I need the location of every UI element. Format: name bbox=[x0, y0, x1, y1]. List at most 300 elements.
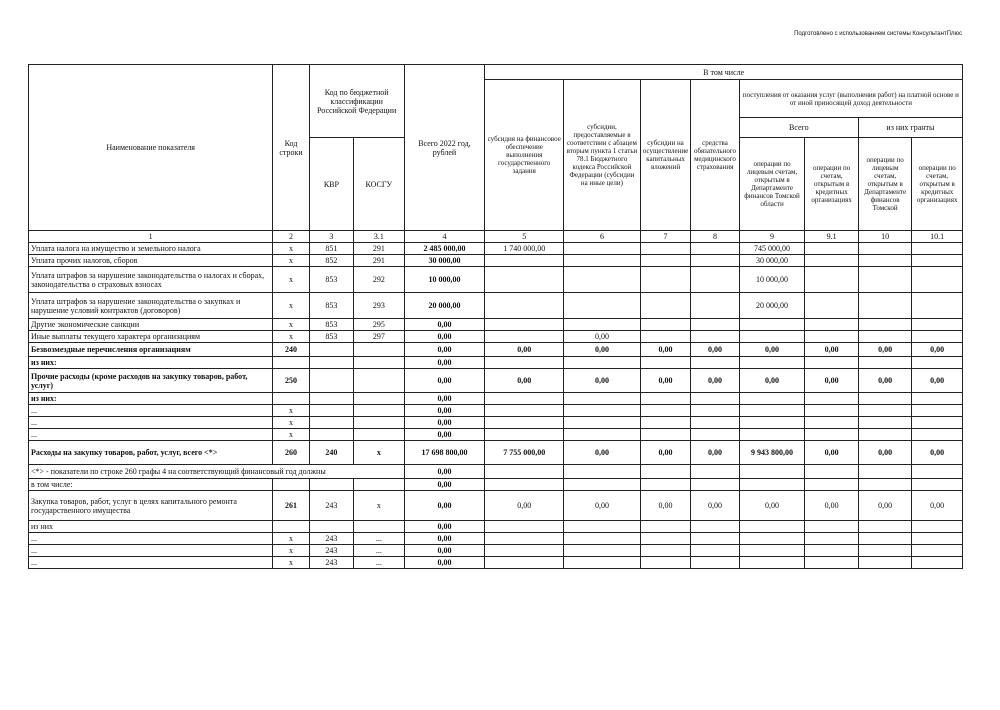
cell-c6 bbox=[564, 255, 641, 267]
cell-c91 bbox=[805, 267, 859, 293]
cell-c6: 0,00 bbox=[564, 369, 641, 393]
cell-c6 bbox=[564, 521, 641, 533]
cell-total: 0,00 bbox=[404, 417, 485, 429]
cell-kosgu bbox=[354, 343, 404, 357]
cell-c6 bbox=[564, 429, 641, 441]
cell-c5 bbox=[485, 357, 564, 369]
cell-c6 bbox=[564, 479, 641, 491]
cell-c6 bbox=[564, 243, 641, 255]
cell-c91 bbox=[805, 293, 859, 319]
cell-c5 bbox=[485, 255, 564, 267]
cell-kvr: 853 bbox=[309, 331, 353, 343]
cell-code: х bbox=[273, 405, 309, 417]
cell-c10 bbox=[858, 405, 912, 417]
cell-c91 bbox=[805, 479, 859, 491]
cell-c7 bbox=[640, 243, 690, 255]
column-number: 9.1 bbox=[805, 231, 859, 243]
column-number: 10.1 bbox=[912, 231, 963, 243]
cell-kosgu: х bbox=[354, 491, 404, 521]
cell-total: 0,00 bbox=[404, 369, 485, 393]
cell-c8 bbox=[691, 293, 739, 319]
row-name: Другие экономические санкции bbox=[29, 319, 273, 331]
header-c91: операции по счетам, открытым в кредитных организациях bbox=[805, 138, 859, 231]
cell-c9: 745 000,00 bbox=[739, 243, 805, 255]
cell-code: х bbox=[273, 331, 309, 343]
row-name: ... bbox=[29, 417, 273, 429]
cell-total: 0,00 bbox=[404, 393, 485, 405]
cell-c5: 7 755 000,00 bbox=[485, 441, 564, 465]
cell-c5 bbox=[485, 479, 564, 491]
cell-code bbox=[273, 357, 309, 369]
cell-total: 0,00 bbox=[404, 533, 485, 545]
empty-cell bbox=[805, 465, 859, 479]
cell-c10: 0,00 bbox=[858, 369, 912, 393]
cell-c7: 0,00 bbox=[640, 491, 690, 521]
cell-code: 261 bbox=[273, 491, 309, 521]
cell-code: х bbox=[273, 267, 309, 293]
cell-c101 bbox=[912, 479, 963, 491]
table-row bbox=[29, 343, 963, 357]
cell-c101 bbox=[912, 357, 963, 369]
cell-c8 bbox=[691, 429, 739, 441]
table-row bbox=[29, 441, 963, 465]
header-name: Наименование показателя bbox=[29, 65, 273, 231]
cell-c8: 0,00 bbox=[691, 491, 739, 521]
table-row bbox=[29, 331, 963, 343]
cell-c9 bbox=[739, 417, 805, 429]
row-name: из них: bbox=[29, 393, 273, 405]
table-row bbox=[29, 357, 963, 369]
cell-c5 bbox=[485, 393, 564, 405]
row-name: <*> - показатели по строке 260 графы 4 на соответствующий финансовый год должны bbox=[29, 465, 405, 479]
cell-kvr bbox=[309, 369, 353, 393]
cell-code: х bbox=[273, 533, 309, 545]
cell-total: 0,00 bbox=[404, 557, 485, 569]
cell-kvr: 853 bbox=[309, 267, 353, 293]
cell-c101 bbox=[912, 267, 963, 293]
cell-code: х bbox=[273, 545, 309, 557]
cell-total: 2 485 000,00 bbox=[404, 243, 485, 255]
cell-code: х bbox=[273, 557, 309, 569]
empty-cell bbox=[858, 465, 912, 479]
cell-c7 bbox=[640, 405, 690, 417]
row-name: Иные выплаты текущего характера организациям bbox=[29, 331, 273, 343]
cell-c7 bbox=[640, 267, 690, 293]
cell-c7 bbox=[640, 545, 690, 557]
header-c8: средства обязательного медицинского страхования bbox=[691, 80, 739, 231]
column-number: 8 bbox=[691, 231, 739, 243]
cell-kvr bbox=[309, 405, 353, 417]
cell-c101 bbox=[912, 319, 963, 331]
table-row bbox=[29, 417, 963, 429]
cell-c5 bbox=[485, 429, 564, 441]
cell-c9: 30 000,00 bbox=[739, 255, 805, 267]
empty-cell bbox=[640, 465, 690, 479]
cell-c8 bbox=[691, 545, 739, 557]
cell-c8: 0,00 bbox=[691, 441, 739, 465]
cell-c9 bbox=[739, 319, 805, 331]
cell-c9 bbox=[739, 331, 805, 343]
cell-c8 bbox=[691, 479, 739, 491]
row-total: 0,00 bbox=[404, 465, 485, 479]
cell-c6 bbox=[564, 545, 641, 557]
cell-c7 bbox=[640, 319, 690, 331]
cell-c10 bbox=[858, 255, 912, 267]
cell-c7 bbox=[640, 533, 690, 545]
cell-c10 bbox=[858, 521, 912, 533]
cell-c6 bbox=[564, 417, 641, 429]
table-row bbox=[29, 369, 963, 393]
cell-total: 0,00 bbox=[404, 429, 485, 441]
table-row bbox=[29, 429, 963, 441]
cell-c91 bbox=[805, 533, 859, 545]
cell-c91 bbox=[805, 521, 859, 533]
empty-cell bbox=[564, 465, 641, 479]
cell-code bbox=[273, 393, 309, 405]
cell-c101 bbox=[912, 557, 963, 569]
cell-code: 240 bbox=[273, 343, 309, 357]
cell-kosgu bbox=[354, 521, 404, 533]
cell-kvr bbox=[309, 429, 353, 441]
cell-total: 20 000,00 bbox=[404, 293, 485, 319]
cell-c8 bbox=[691, 533, 739, 545]
row-name: ... bbox=[29, 429, 273, 441]
column-number: 9 bbox=[739, 231, 805, 243]
cell-c101 bbox=[912, 417, 963, 429]
cell-c6 bbox=[564, 405, 641, 417]
cell-c6: 0,00 bbox=[564, 441, 641, 465]
cell-c10 bbox=[858, 533, 912, 545]
empty-cell bbox=[691, 465, 739, 479]
cell-c9: 0,00 bbox=[739, 343, 805, 357]
cell-c5: 0,00 bbox=[485, 491, 564, 521]
cell-total: 0,00 bbox=[404, 405, 485, 417]
column-number: 3.1 bbox=[354, 231, 404, 243]
cell-c10 bbox=[858, 357, 912, 369]
cell-c8 bbox=[691, 417, 739, 429]
cell-c7: 0,00 bbox=[640, 343, 690, 357]
source-note: Подготовлено с использованием системы КонсультантПлюс bbox=[794, 31, 962, 37]
cell-c91: 0,00 bbox=[805, 369, 859, 393]
cell-c101 bbox=[912, 545, 963, 557]
cell-c6 bbox=[564, 293, 641, 319]
cell-c101 bbox=[912, 533, 963, 545]
cell-c101 bbox=[912, 243, 963, 255]
cell-c7 bbox=[640, 479, 690, 491]
cell-code: х bbox=[273, 417, 309, 429]
cell-code bbox=[273, 479, 309, 491]
cell-c10: 0,00 bbox=[858, 491, 912, 521]
cell-c7 bbox=[640, 331, 690, 343]
cell-c91 bbox=[805, 255, 859, 267]
column-number: 1 bbox=[29, 231, 273, 243]
cell-kosgu bbox=[354, 369, 404, 393]
cell-c91 bbox=[805, 417, 859, 429]
cell-c7: 0,00 bbox=[640, 441, 690, 465]
cell-c5 bbox=[485, 267, 564, 293]
row-name: Уплата прочих налогов, сборов bbox=[29, 255, 273, 267]
cell-c6 bbox=[564, 357, 641, 369]
cell-c6: 0,00 bbox=[564, 331, 641, 343]
cell-c8 bbox=[691, 393, 739, 405]
cell-kvr: 851 bbox=[309, 243, 353, 255]
cell-c5 bbox=[485, 319, 564, 331]
cell-c10 bbox=[858, 417, 912, 429]
cell-code: х bbox=[273, 319, 309, 331]
cell-kosgu bbox=[354, 393, 404, 405]
cell-c8 bbox=[691, 357, 739, 369]
cell-c101 bbox=[912, 405, 963, 417]
cell-c10 bbox=[858, 479, 912, 491]
row-name: в том числе: bbox=[29, 479, 273, 491]
cell-kosgu bbox=[354, 357, 404, 369]
cell-kvr bbox=[309, 393, 353, 405]
header-c6: субсидии, предоставляемые в соответствии с абзацем вторым пункта 1 статьи 78.1 Бюджетного кодекса Российской Федерации (субсидии на иные цели) bbox=[564, 80, 641, 231]
cell-c5 bbox=[485, 545, 564, 557]
cell-total: 0,00 bbox=[404, 357, 485, 369]
empty-cell bbox=[739, 465, 805, 479]
row-name: Расходы на закупку товаров, работ, услуг, всего <*> bbox=[29, 441, 273, 465]
cell-c9 bbox=[739, 521, 805, 533]
cell-kosgu: ... bbox=[354, 533, 404, 545]
cell-c10 bbox=[858, 319, 912, 331]
cell-c7 bbox=[640, 293, 690, 319]
cell-c9: 10 000,00 bbox=[739, 267, 805, 293]
cell-c9 bbox=[739, 479, 805, 491]
cell-total: 0,00 bbox=[404, 545, 485, 557]
cell-c101: 0,00 bbox=[912, 369, 963, 393]
cell-c91 bbox=[805, 557, 859, 569]
cell-kvr: 853 bbox=[309, 319, 353, 331]
cell-c91 bbox=[805, 393, 859, 405]
cell-c6: 0,00 bbox=[564, 491, 641, 521]
cell-c5: 1 740 000,00 bbox=[485, 243, 564, 255]
cell-c6 bbox=[564, 267, 641, 293]
cell-c6 bbox=[564, 319, 641, 331]
column-number: 5 bbox=[485, 231, 564, 243]
cell-c7 bbox=[640, 255, 690, 267]
cell-c5: 0,00 bbox=[485, 343, 564, 357]
cell-kosgu: 295 bbox=[354, 319, 404, 331]
cell-code: 260 bbox=[273, 441, 309, 465]
cell-c101: 0,00 bbox=[912, 441, 963, 465]
cell-code: х bbox=[273, 429, 309, 441]
row-name: ... bbox=[29, 557, 273, 569]
cell-c5 bbox=[485, 521, 564, 533]
cell-c91 bbox=[805, 405, 859, 417]
cell-c6 bbox=[564, 557, 641, 569]
cell-c5 bbox=[485, 293, 564, 319]
cell-c8: 0,00 bbox=[691, 369, 739, 393]
cell-c91 bbox=[805, 545, 859, 557]
cell-c8 bbox=[691, 331, 739, 343]
cell-c8 bbox=[691, 255, 739, 267]
cell-c7 bbox=[640, 557, 690, 569]
cell-kvr bbox=[309, 521, 353, 533]
cell-c91 bbox=[805, 357, 859, 369]
cell-c10 bbox=[858, 545, 912, 557]
table-row bbox=[29, 479, 963, 491]
cell-c101 bbox=[912, 331, 963, 343]
cell-kosgu bbox=[354, 405, 404, 417]
cell-total: 0,00 bbox=[404, 479, 485, 491]
cell-c91: 0,00 bbox=[805, 491, 859, 521]
cell-c8 bbox=[691, 243, 739, 255]
cell-c10 bbox=[858, 267, 912, 293]
cell-c8 bbox=[691, 521, 739, 533]
cell-c9 bbox=[739, 545, 805, 557]
cell-c9 bbox=[739, 429, 805, 441]
cell-c91: 0,00 bbox=[805, 441, 859, 465]
cell-total: 0,00 bbox=[404, 521, 485, 533]
table-row bbox=[29, 557, 963, 569]
cell-c9: 0,00 bbox=[739, 491, 805, 521]
row-name: из них: bbox=[29, 357, 273, 369]
cell-c10 bbox=[858, 293, 912, 319]
cell-c101: 0,00 bbox=[912, 491, 963, 521]
cell-c8 bbox=[691, 557, 739, 569]
cell-c9: 9 943 800,00 bbox=[739, 441, 805, 465]
cell-c5 bbox=[485, 417, 564, 429]
cell-c7: 0,00 bbox=[640, 369, 690, 393]
cell-c101 bbox=[912, 393, 963, 405]
row-name: ... bbox=[29, 405, 273, 417]
cell-code: 250 bbox=[273, 369, 309, 393]
table-row bbox=[29, 545, 963, 557]
header-code: Код строки bbox=[273, 65, 309, 231]
cell-c7 bbox=[640, 429, 690, 441]
budget-table bbox=[28, 64, 963, 569]
table-row bbox=[29, 293, 963, 319]
cell-kvr: 243 bbox=[309, 545, 353, 557]
row-name: ... bbox=[29, 545, 273, 557]
cell-total: 10 000,00 bbox=[404, 267, 485, 293]
row-name: ... bbox=[29, 533, 273, 545]
cell-c5 bbox=[485, 557, 564, 569]
cell-c8 bbox=[691, 267, 739, 293]
cell-c10 bbox=[858, 393, 912, 405]
cell-kosgu: 291 bbox=[354, 255, 404, 267]
header-kbk: Код по бюджетной классификации Российской Федерации bbox=[309, 65, 404, 138]
row-name: Прочие расходы (кроме расходов на закупку товаров, работ, услуг) bbox=[29, 369, 273, 393]
cell-kvr: 243 bbox=[309, 533, 353, 545]
header-c10: операции по лицевым счетам, открытым в Департаменте финансов Томской bbox=[858, 138, 912, 231]
row-name: Закупка товаров, работ, услуг в целях капитального ремонта государственного имущества bbox=[29, 491, 273, 521]
cell-kosgu bbox=[354, 429, 404, 441]
cell-kvr: 852 bbox=[309, 255, 353, 267]
cell-kvr bbox=[309, 479, 353, 491]
row-name: Уплата штрафов за нарушение законодательства о налогах и сборах, законодательства о страховых взносах bbox=[29, 267, 273, 293]
table-row bbox=[29, 243, 963, 255]
cell-kosgu bbox=[354, 479, 404, 491]
cell-kosgu: 297 bbox=[354, 331, 404, 343]
cell-c91 bbox=[805, 319, 859, 331]
table-row bbox=[29, 393, 963, 405]
cell-c9 bbox=[739, 393, 805, 405]
cell-c8 bbox=[691, 405, 739, 417]
cell-kosgu: х bbox=[354, 441, 404, 465]
cell-total: 30 000,00 bbox=[404, 255, 485, 267]
cell-c5 bbox=[485, 533, 564, 545]
table-row bbox=[29, 267, 963, 293]
header-c5: субсидия на финансовое обеспечение выполнения государственного задания bbox=[485, 80, 564, 231]
header-kosgu: КОСГУ bbox=[354, 138, 404, 231]
empty-cell bbox=[912, 465, 963, 479]
cell-total: 0,00 bbox=[404, 491, 485, 521]
cell-code bbox=[273, 521, 309, 533]
cell-c7 bbox=[640, 521, 690, 533]
column-number: 6 bbox=[564, 231, 641, 243]
cell-kosgu: 292 bbox=[354, 267, 404, 293]
table-row bbox=[29, 465, 963, 479]
cell-c101 bbox=[912, 521, 963, 533]
cell-c10 bbox=[858, 331, 912, 343]
cell-code: х bbox=[273, 293, 309, 319]
cell-c91 bbox=[805, 429, 859, 441]
cell-code: х bbox=[273, 255, 309, 267]
cell-c10 bbox=[858, 429, 912, 441]
column-number: 10 bbox=[858, 231, 912, 243]
cell-c6 bbox=[564, 393, 641, 405]
cell-c9 bbox=[739, 557, 805, 569]
cell-c101 bbox=[912, 429, 963, 441]
empty-cell bbox=[485, 465, 564, 479]
cell-c101: 0,00 bbox=[912, 343, 963, 357]
column-number: 4 bbox=[404, 231, 485, 243]
cell-total: 0,00 bbox=[404, 319, 485, 331]
cell-total: 0,00 bbox=[404, 331, 485, 343]
cell-c91 bbox=[805, 331, 859, 343]
header-all: Всего bbox=[739, 118, 858, 138]
cell-c9: 20 000,00 bbox=[739, 293, 805, 319]
header-c101: операции по счетам, открытым в кредитных организациях bbox=[912, 138, 963, 231]
table-row bbox=[29, 491, 963, 521]
header-paid: поступления от оказания услуг (выполнения работ) на платной основе и от иной приносящей доход деятельности bbox=[739, 80, 962, 118]
header-total: Всего 2022 год, рублей bbox=[404, 65, 485, 231]
cell-c101 bbox=[912, 293, 963, 319]
column-number: 3 bbox=[309, 231, 353, 243]
table-row bbox=[29, 319, 963, 331]
cell-c7 bbox=[640, 393, 690, 405]
cell-c8 bbox=[691, 319, 739, 331]
cell-c10: 0,00 bbox=[858, 343, 912, 357]
cell-c91: 0,00 bbox=[805, 343, 859, 357]
cell-kosgu: ... bbox=[354, 545, 404, 557]
cell-c101 bbox=[912, 255, 963, 267]
cell-kvr: 243 bbox=[309, 557, 353, 569]
column-number: 2 bbox=[273, 231, 309, 243]
table-row bbox=[29, 521, 963, 533]
cell-kvr: 243 bbox=[309, 491, 353, 521]
table-row bbox=[29, 255, 963, 267]
row-name: Безвозмездные перечисления организациям bbox=[29, 343, 273, 357]
cell-c10 bbox=[858, 557, 912, 569]
cell-c9: 0,00 bbox=[739, 369, 805, 393]
row-name: Уплата штрафов за нарушение законодательства о закупках и нарушение условий контрактов (договоров) bbox=[29, 293, 273, 319]
cell-c9 bbox=[739, 533, 805, 545]
row-name: из них bbox=[29, 521, 273, 533]
cell-c9 bbox=[739, 405, 805, 417]
cell-kvr bbox=[309, 357, 353, 369]
header-grants: из них гранты bbox=[858, 118, 962, 138]
cell-c5: 0,00 bbox=[485, 369, 564, 393]
cell-c5 bbox=[485, 331, 564, 343]
cell-c7 bbox=[640, 417, 690, 429]
header-kvr: КВР bbox=[309, 138, 353, 231]
cell-c5 bbox=[485, 405, 564, 417]
header-c9: операции по лицевым счетам, открытым в Департаменте финансов Томской области bbox=[739, 138, 805, 231]
cell-c6 bbox=[564, 533, 641, 545]
